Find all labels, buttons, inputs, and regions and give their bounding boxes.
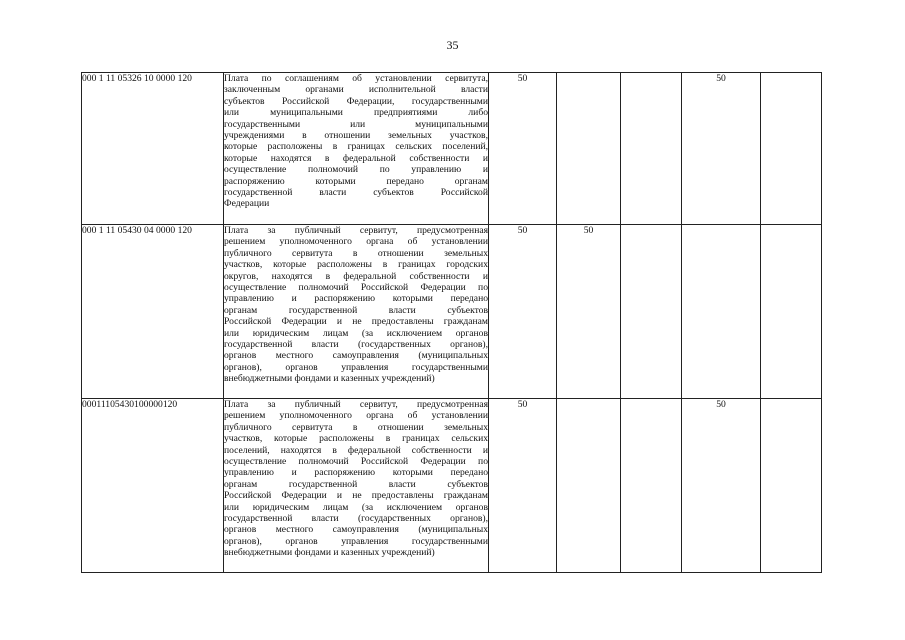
description-line: органам государственной власти субъектов <box>224 478 488 490</box>
description-line: органам государственной власти субъектов <box>224 304 488 316</box>
value-cell-3 <box>621 73 682 225</box>
description-line: распоряжению которыми передано органам <box>224 175 488 187</box>
description-line: субъектов Российской Федерации, государственными <box>224 95 488 107</box>
value-cell-4: 50 <box>682 399 761 573</box>
value-cell-5 <box>761 225 822 399</box>
description-line: осуществление полномочий по управлению и <box>224 164 488 176</box>
value-cell-2 <box>557 73 621 225</box>
income-code-cell: 000 1 11 05430 04 0000 120 <box>82 225 224 399</box>
description-line: государственными или муниципальными <box>224 118 488 130</box>
description-line: государственной власти (государственных органов), <box>224 513 488 525</box>
description-line: участков, которые расположены в границах сельских <box>224 433 488 445</box>
description-line: внебюджетными фондами и казенных учреждений) <box>224 547 435 559</box>
description-line: Плата за публичный сервитут, предусмотренная <box>224 399 488 410</box>
page-number: 35 <box>446 38 459 52</box>
description-line: участков, которые расположены в границах городских <box>224 259 488 271</box>
description-line: учреждениями в отношении земельных участков, <box>224 130 488 142</box>
income-description-cell <box>224 225 489 399</box>
value-cell-4 <box>682 225 761 399</box>
description-line: органов местного самоуправления (муниципальных <box>224 350 488 362</box>
value-cell-1: 50 <box>489 73 557 225</box>
value-cell-3 <box>621 399 682 573</box>
description-line: или юридическим лицам (за исключением органов <box>224 501 488 513</box>
description-line: которые расположены в границах сельских поселений, <box>224 141 488 153</box>
description-line: поселений, находятся в федеральной собственности и <box>224 444 488 456</box>
description-line: внебюджетными фондами и казенных учреждений) <box>224 373 435 385</box>
description-line: публичного сервитута в отношении земельных <box>224 421 488 433</box>
description-line: управлению и распоряжению которыми передано <box>224 293 488 305</box>
income-description-cell <box>224 399 489 573</box>
value-cell-5 <box>761 399 822 573</box>
description-line: управлению и распоряжению которыми передано <box>224 467 488 479</box>
description-line: или юридическим лицам (за исключением органов <box>224 327 488 339</box>
value-cell-3 <box>621 225 682 399</box>
description-line: Российской Федерации и не предоставлены гражданам <box>224 316 488 328</box>
description-line: или муниципальными предприятиями либо <box>224 107 488 119</box>
description-line: органов местного самоуправления (муниципальных <box>224 524 488 536</box>
description-line: Плата за публичный сервитут, предусмотренная <box>224 225 488 236</box>
description-line: которые находятся в федеральной собственности и <box>224 152 488 164</box>
description-line: органов), органов управления государственными <box>224 361 488 373</box>
description-line: государственной власти субъектов Российской <box>224 187 488 199</box>
budget-table <box>81 72 822 573</box>
value-cell-2: 50 <box>557 225 621 399</box>
table-row <box>82 225 822 399</box>
table-row <box>82 73 822 225</box>
description-line: решением уполномоченного органа об установлении <box>224 410 488 422</box>
value-cell-4: 50 <box>682 73 761 225</box>
income-code-cell: 000 1 11 05326 10 0000 120 <box>82 73 224 225</box>
description-line: публичного сервитута в отношении земельных <box>224 247 488 259</box>
value-cell-1: 50 <box>489 225 557 399</box>
description-line: органов), органов управления государственными <box>224 535 488 547</box>
value-cell-5 <box>761 73 822 225</box>
description-line: государственной власти (государственных органов), <box>224 339 488 351</box>
description-line: решением уполномоченного органа об установлении <box>224 236 488 248</box>
description-line: округов, находятся в федеральной собственности и <box>224 270 488 282</box>
table-row <box>82 399 822 573</box>
income-code-cell: 00011105430100000120 <box>82 399 224 573</box>
value-cell-1: 50 <box>489 399 557 573</box>
description-line: Федерации <box>224 198 270 210</box>
description-line: заключенным органами исполнительной власти <box>224 84 488 96</box>
income-description-cell <box>224 73 489 225</box>
description-line: осуществление полномочий Российской Федерации по <box>224 282 488 294</box>
value-cell-2 <box>557 399 621 573</box>
description-line: осуществление полномочий Российской Федерации по <box>224 456 488 468</box>
description-line: Российской Федерации и не предоставлены гражданам <box>224 490 488 502</box>
description-line: Плата по соглашениям об установлении сервитута, <box>224 73 488 84</box>
